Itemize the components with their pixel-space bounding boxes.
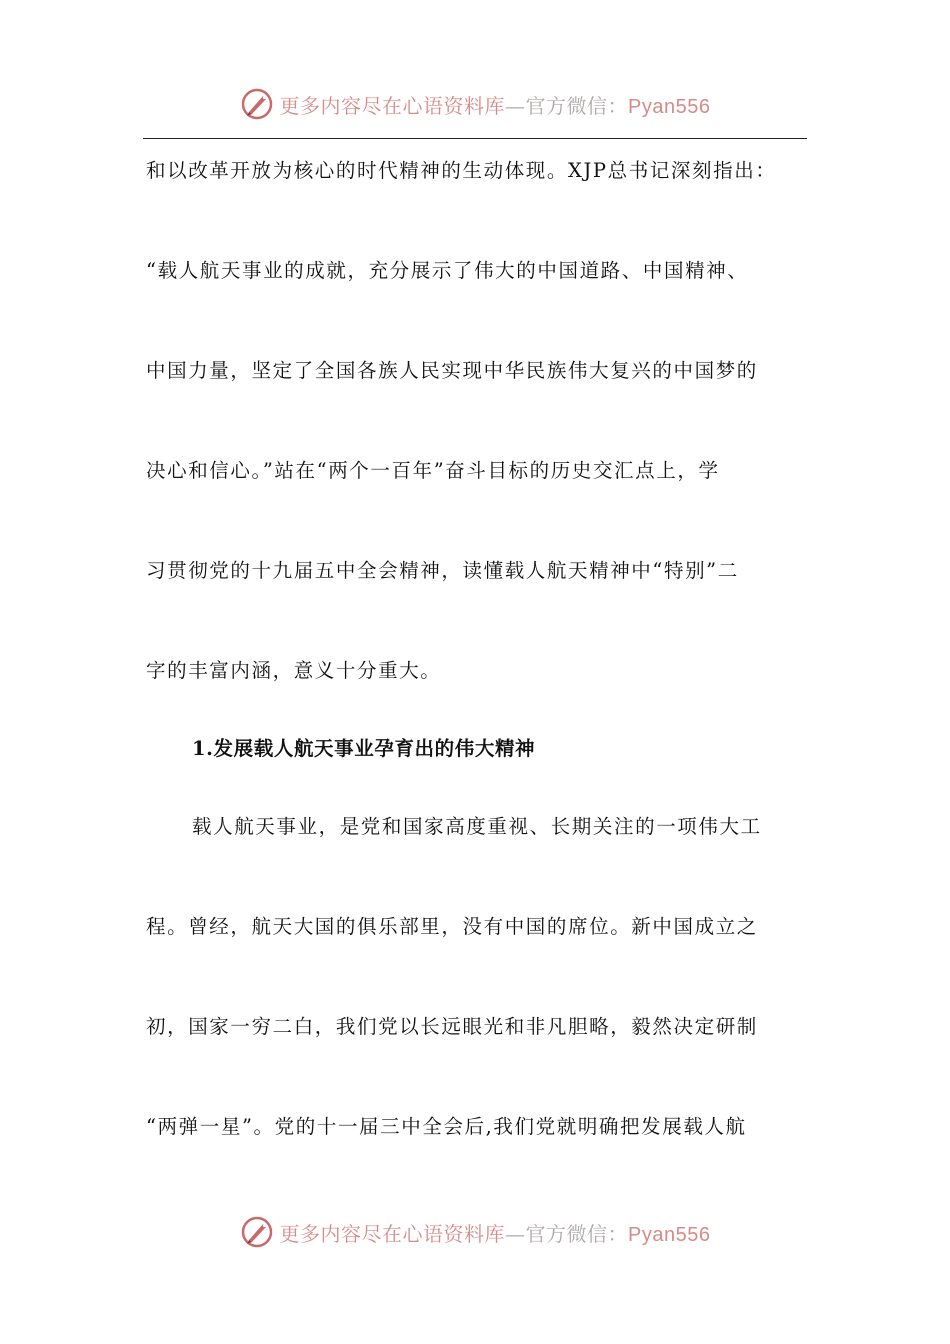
paragraph2-line-3: 初，国家一穷二白，我们党以长远眼光和非凡胆略，毅然决定研制	[146, 1015, 758, 1038]
pen-logo-icon	[240, 87, 274, 121]
footer-brand-text: 更多内容尽在心语资料库	[279, 1221, 506, 1246]
header-brand-text: 更多内容尽在心语资料库	[279, 93, 506, 118]
body-line-2: “载人航天事业的成就，充分展示了伟大的中国道路、中国精神、	[146, 259, 749, 282]
footer-wechat-id: Pyan556	[628, 1223, 711, 1246]
body-line-3: 中国力量，坚定了全国各族人民实现中华民族伟大复兴的中国梦的	[146, 359, 758, 382]
pen-logo-icon	[240, 1215, 274, 1249]
header-banner	[0, 84, 950, 124]
paragraph2-line-1: 载人航天事业，是党和国家高度重视、长期关注的一项伟大工	[192, 815, 762, 838]
header-banner-text	[280, 90, 711, 119]
header-divider	[143, 138, 807, 139]
footer-banner-text	[280, 1218, 711, 1247]
body-line-6: 字的丰富内涵，意义十分重大。	[146, 659, 442, 682]
header-separator: —	[505, 93, 526, 118]
body-line-1: 和以改革开放为核心的时代精神的生动体现。XJP总书记深刻指出：	[146, 159, 777, 182]
footer-wechat-label: 官方微信：	[525, 1221, 629, 1246]
footer-separator: —	[505, 1221, 526, 1246]
header-wechat-label: 官方微信：	[525, 93, 629, 118]
footer-banner	[0, 1212, 950, 1252]
paragraph2-line-2: 程。曾经，航天大国的俱乐部里，没有中国的席位。新中国成立之	[146, 915, 758, 938]
section-heading: 1.发展载人航天事业孕育出的伟大精神	[192, 737, 536, 760]
body-line-5: 习贯彻党的十九届五中全会精神，读懂载人航天精神中“特别”二	[146, 559, 739, 582]
paragraph2-line-4: “两弹一星”。党的十一届三中全会后,我们党就明确把发展载人航	[146, 1115, 747, 1138]
header-wechat-id: Pyan556	[628, 95, 711, 118]
body-line-4: 决心和信心。”站在“两个一百年”奋斗目标的历史交汇点上，学	[146, 459, 720, 482]
